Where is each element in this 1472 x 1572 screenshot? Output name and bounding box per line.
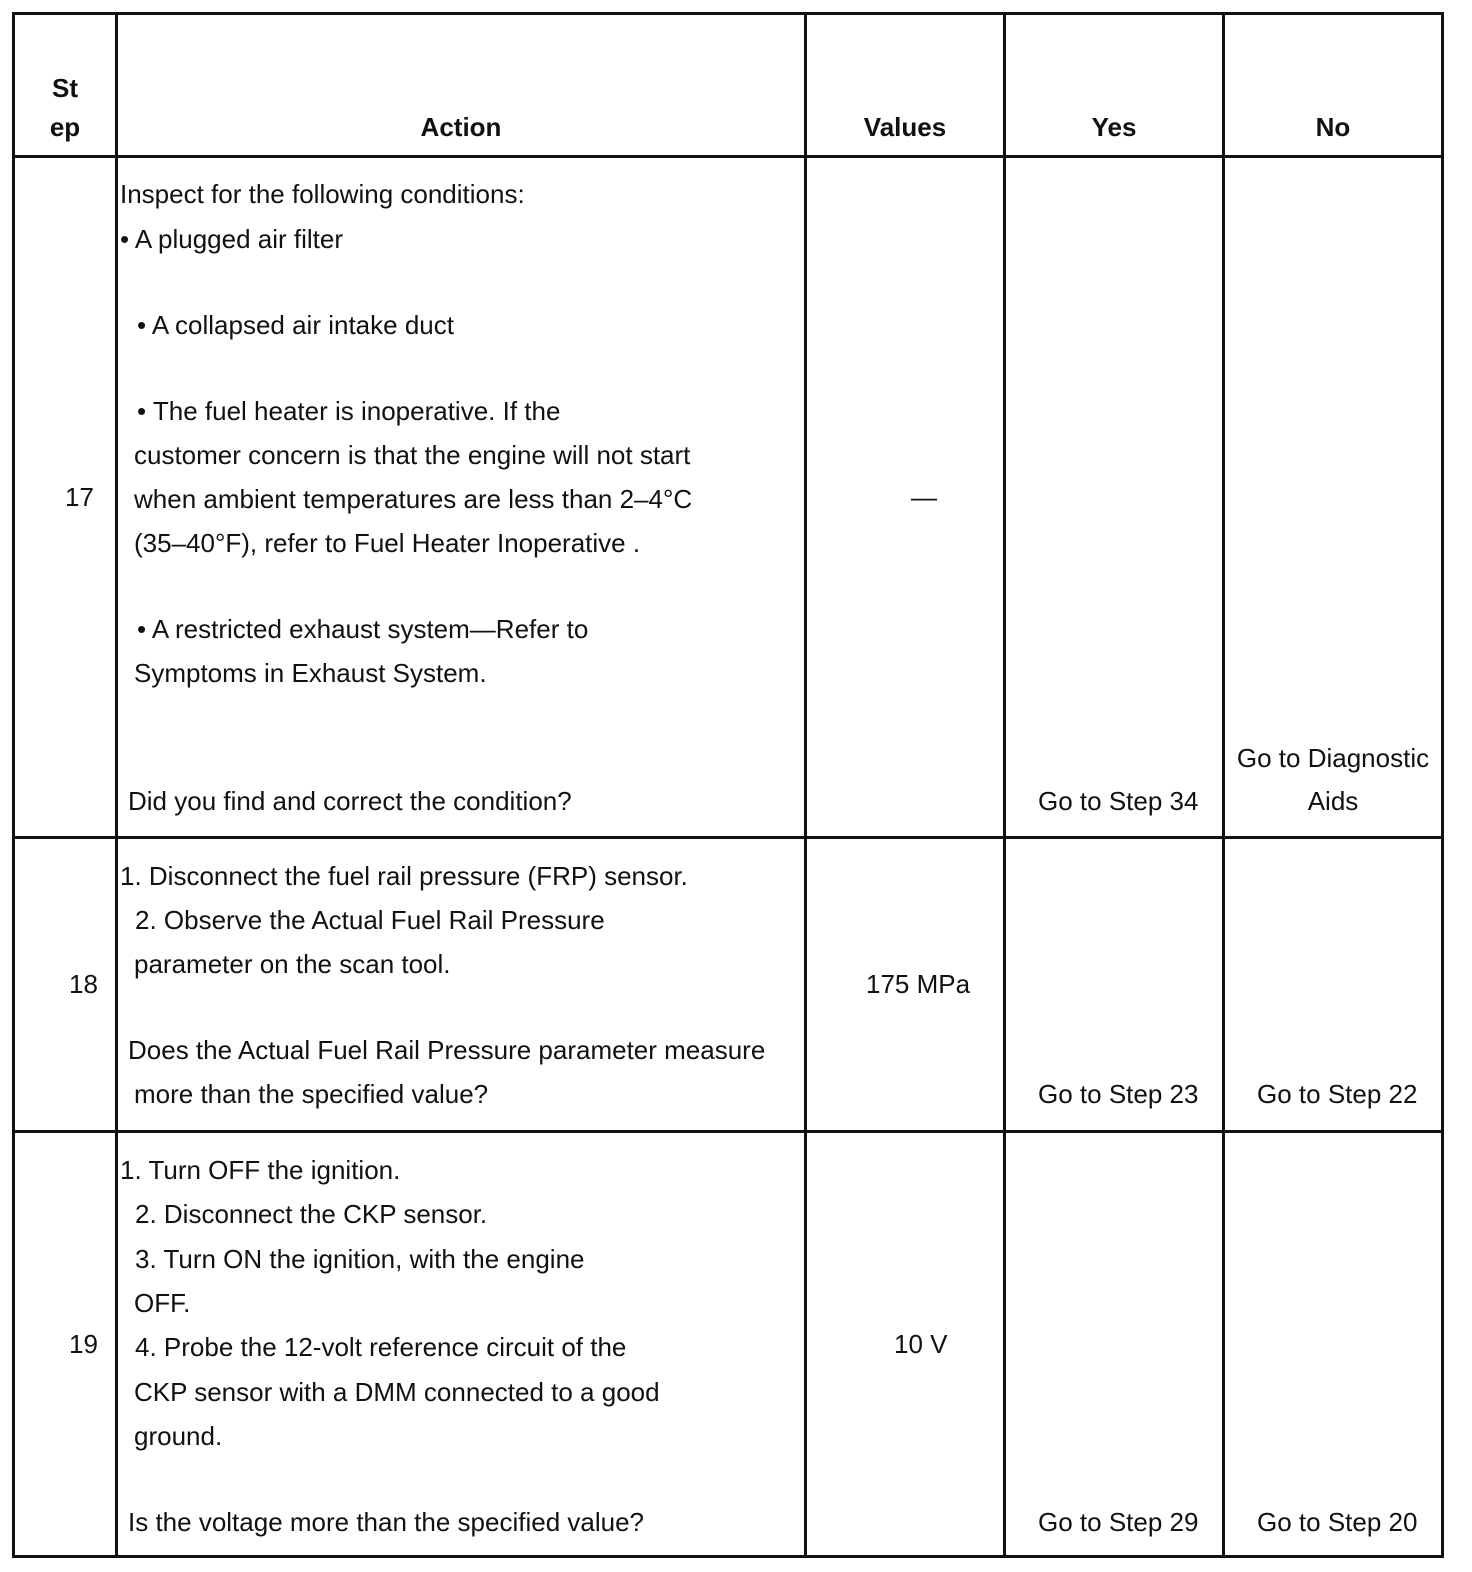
action-line: • A plugged air filter	[120, 224, 344, 254]
action-line: ground.	[134, 1421, 223, 1451]
action-line: 1. Turn OFF the ignition.	[120, 1155, 401, 1185]
no-cell-line1: Go to Diagnostic	[1236, 743, 1430, 773]
value-cell: 175 MPa	[866, 969, 971, 999]
value-cell: —	[911, 482, 937, 512]
no-cell: Go to Step 22	[1257, 1079, 1418, 1109]
col-divider-values	[1003, 15, 1006, 1555]
action-question: Is the voltage more than the specified value?	[128, 1507, 644, 1537]
action-line: Inspect for the following conditions:	[120, 179, 525, 209]
row-divider-18	[15, 1130, 1441, 1133]
action-line: 4. Probe the 12-volt reference circuit of the	[135, 1332, 627, 1362]
action-line: (35–40°F), refer to Fuel Heater Inoperative .	[134, 528, 641, 558]
header-yes: Yes	[1091, 112, 1137, 142]
no-cell-line2: Aids	[1307, 786, 1359, 816]
step-number: 17	[65, 482, 94, 512]
yes-cell: Go to Step 29	[1038, 1507, 1199, 1537]
action-line: 3. Turn ON the ignition, with the engine	[135, 1244, 585, 1274]
action-line: OFF.	[134, 1288, 191, 1318]
action-line: parameter on the scan tool.	[134, 949, 451, 979]
header-values: Values	[863, 112, 947, 142]
action-line: • The fuel heater is inoperative. If the	[137, 396, 561, 426]
row-divider-17	[15, 836, 1441, 839]
action-line: when ambient temperatures are less than 2–4°C	[134, 484, 693, 514]
action-question: more than the specified value?	[134, 1079, 489, 1109]
action-question: Did you find and correct the condition?	[128, 786, 572, 816]
action-line: 1. Disconnect the fuel rail pressure (FRP) sensor.	[120, 861, 688, 891]
value-cell: 10 V	[894, 1329, 948, 1359]
diagnostic-table	[12, 12, 1444, 1558]
action-line: 2. Observe the Actual Fuel Rail Pressure	[135, 905, 605, 935]
action-line: 2. Disconnect the CKP sensor.	[135, 1199, 488, 1229]
no-cell: Go to Step 20	[1257, 1507, 1418, 1537]
step-number: 18	[69, 969, 98, 999]
row-divider-header	[15, 155, 1441, 158]
action-question: Does the Actual Fuel Rail Pressure parameter measure	[128, 1035, 766, 1065]
yes-cell: Go to Step 34	[1038, 786, 1199, 816]
col-divider-yes	[1222, 15, 1225, 1555]
header-step-line2: ep	[49, 112, 81, 142]
yes-cell: Go to Step 23	[1038, 1079, 1199, 1109]
action-line: • A collapsed air intake duct	[137, 310, 454, 340]
action-line: customer concern is that the engine will not start	[134, 440, 691, 470]
action-line: Symptoms in Exhaust System.	[134, 658, 487, 688]
step-number: 19	[69, 1329, 98, 1359]
header-action: Action	[420, 112, 502, 142]
action-line: • A restricted exhaust system—Refer to	[137, 614, 589, 644]
header-no: No	[1315, 112, 1351, 142]
action-line: CKP sensor with a DMM connected to a good	[134, 1377, 660, 1407]
col-divider-step	[115, 15, 118, 1555]
col-divider-action	[804, 15, 807, 1555]
header-step-line1: St	[52, 73, 78, 103]
